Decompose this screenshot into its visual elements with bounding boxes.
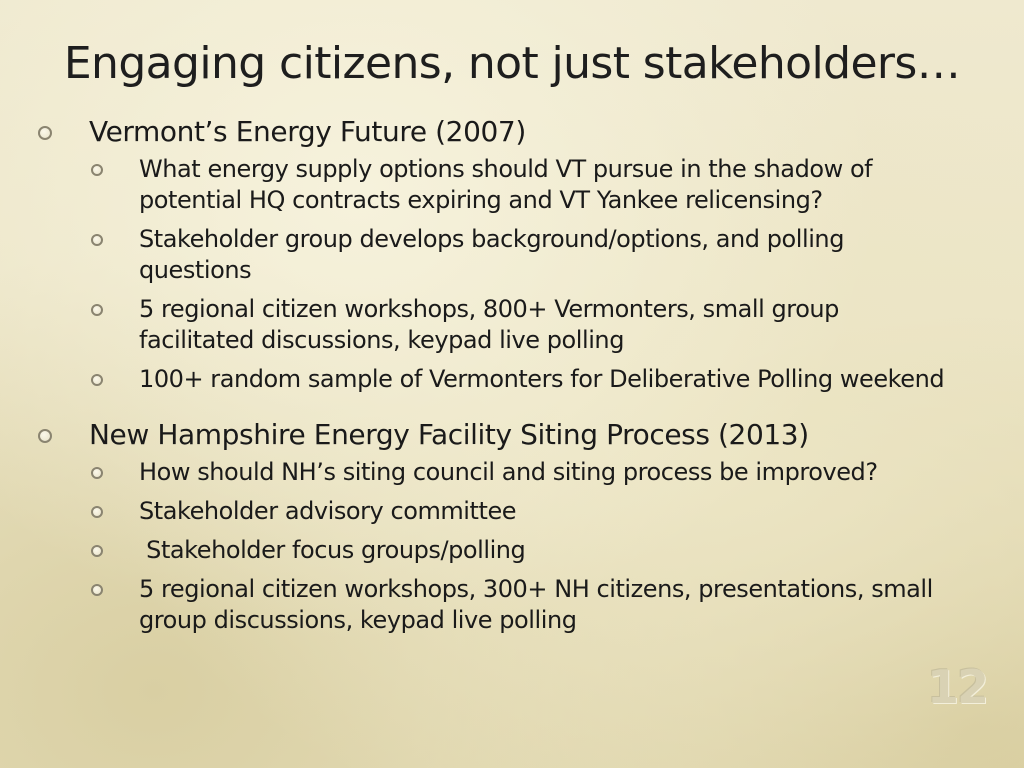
bullet-list bbox=[0, 457, 1024, 636]
list-item-text: What energy supply options should VT pursue in the shadow of potential HQ contracts expiring and VT Yankee relicensing? bbox=[139, 155, 873, 214]
list-item-text: 100+ random sample of Vermonters for Deliberative Polling weekend bbox=[139, 365, 945, 393]
circle-bullet-icon bbox=[91, 234, 103, 246]
list-item bbox=[0, 535, 1024, 566]
list-item bbox=[0, 457, 1024, 488]
section-heading-text: Vermont’s Energy Future (2007) bbox=[89, 115, 526, 148]
section-heading bbox=[0, 417, 1024, 453]
slide-content bbox=[0, 114, 1024, 636]
list-item bbox=[0, 224, 1024, 286]
circle-bullet-icon bbox=[91, 374, 103, 386]
circle-bullet-icon bbox=[91, 506, 103, 518]
slide-page-number: 12 bbox=[926, 660, 987, 714]
section-heading bbox=[0, 114, 1024, 150]
list-item-text: Stakeholder focus groups/polling bbox=[139, 536, 526, 564]
section-vermont bbox=[0, 114, 1024, 395]
circle-bullet-icon bbox=[91, 467, 103, 479]
circle-bullet-icon bbox=[91, 545, 103, 557]
list-item-text: How should NH’s siting council and siting process be improved? bbox=[139, 458, 878, 486]
list-item-text: Stakeholder group develops background/options, and polling questions bbox=[139, 225, 844, 284]
section-new-hampshire bbox=[0, 417, 1024, 636]
list-item-text: Stakeholder advisory committee bbox=[139, 497, 517, 525]
section-heading-text: New Hampshire Energy Facility Siting Process (2013) bbox=[89, 418, 809, 451]
circle-bullet-icon bbox=[91, 584, 103, 596]
list-item bbox=[0, 154, 1024, 216]
list-item bbox=[0, 496, 1024, 527]
list-item bbox=[0, 364, 1024, 395]
list-item bbox=[0, 294, 1024, 356]
list-item-text: 5 regional citizen workshops, 800+ Vermonters, small group facilitated discussions, keypad live polling bbox=[139, 295, 839, 354]
list-item bbox=[0, 574, 1024, 636]
circle-bullet-icon bbox=[38, 126, 52, 140]
circle-bullet-icon bbox=[91, 304, 103, 316]
circle-bullet-icon bbox=[91, 164, 103, 176]
bullet-list bbox=[0, 154, 1024, 395]
slide-title: Engaging citizens, not just stakeholders… bbox=[63, 38, 961, 89]
list-item-text: 5 regional citizen workshops, 300+ NH citizens, presentations, small group discussions, keypad live polling bbox=[139, 575, 933, 634]
circle-bullet-icon bbox=[38, 429, 52, 443]
